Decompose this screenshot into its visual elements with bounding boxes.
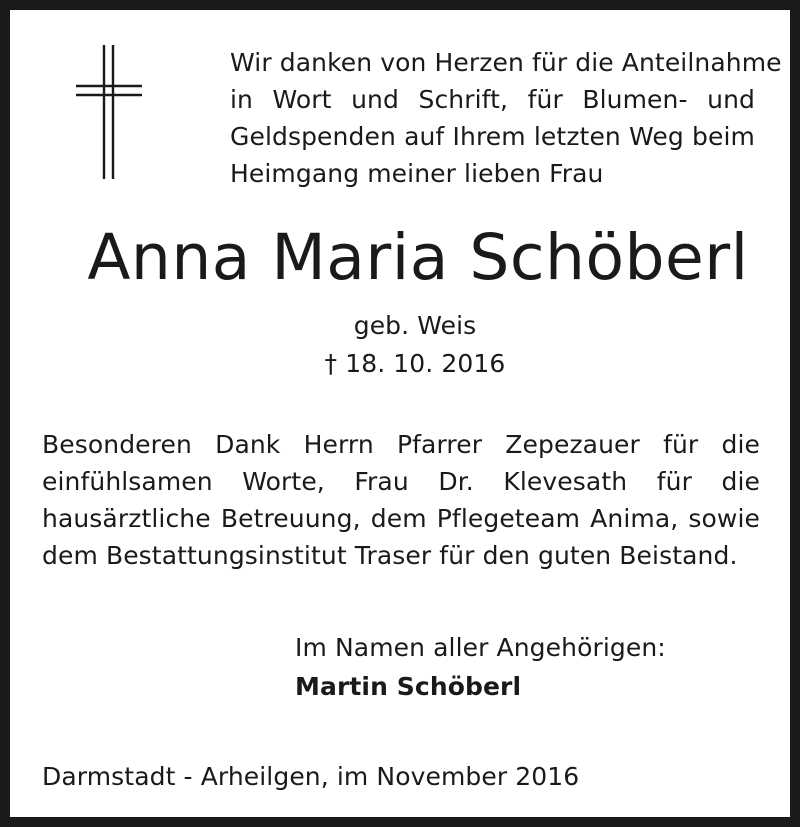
thanks-line: dem Bestattungsinstitut Traser für den guten Beistand. (42, 541, 738, 570)
signature-label: Im Namen aller Angehörigen: (295, 633, 666, 662)
cross-icon (76, 45, 142, 179)
intro-line: Heimgang meiner lieben Frau (230, 159, 604, 188)
birth-name: geb. Weis (353, 311, 477, 340)
signature-name: Martin Schöberl (295, 672, 522, 701)
thanks-line: Besonderen Dank Herrn Pfarrer Zepezauer für die (42, 430, 760, 459)
thanks-line: hausärztliche Betreuung, dem Pflegeteam Anima, sowie (42, 504, 760, 533)
deceased-name: Anna Maria Schöberl (87, 221, 749, 294)
death-date: † 18. 10. 2016 (324, 349, 506, 378)
intro-line: Wir danken von Herzen für die Anteilnahme (230, 48, 782, 77)
thanks-line: einfühlsamen Worte, Frau Dr. Klevesath für die (42, 467, 760, 496)
intro-line: in Wort und Schrift, für Blumen- und (230, 85, 755, 114)
place-date: Darmstadt - Arheilgen, im November 2016 (42, 762, 580, 791)
intro-line: Geldspenden auf Ihrem letzten Weg beim (230, 122, 755, 151)
